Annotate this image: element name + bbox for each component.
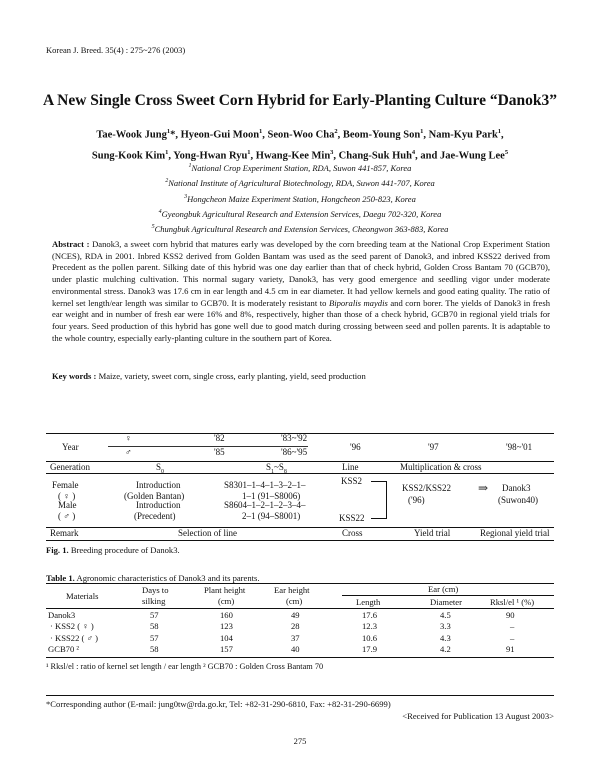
fig1-intro-male: Introduction (136, 500, 181, 510)
corresponding-author: *Corresponding author (E-mail: jung0tw@rda.go.kr, Tel: +82-31-290-6810, Fax: +82-31-290-6699) (46, 699, 391, 709)
fig1-year-86-95: '86~'95 (281, 447, 308, 457)
fig1-remark-selection: Selection of line (178, 528, 237, 538)
table1-bottom-rule (46, 657, 554, 658)
affiliation (0, 191, 600, 206)
fig1-gen-s1-s8 (266, 462, 287, 475)
fig1-pedigree-male-2: 2–1 (94–S8001) (242, 511, 301, 521)
table1-cell-name: Danok3 (48, 610, 76, 620)
affiliation-sup: 3 (184, 193, 188, 200)
author-sep: , (501, 129, 504, 141)
author-sup: 1 (259, 128, 263, 135)
affiliation-text: Chungbuk Agricultural Research and Extension Services, Cheongwon 363-883, Korea (154, 224, 449, 235)
author: Sung-Kook Kim (91, 150, 166, 161)
fig1-gen-s1-sub: 1 (271, 468, 275, 475)
table1-h-diameter: Diameter (430, 597, 462, 607)
fig1-pedigree-female-1: S8301–1–4–1–3–2–1– (224, 480, 306, 490)
fig1-caption (46, 545, 180, 555)
table1-cell-days: 57 (150, 610, 159, 620)
fig1-male-paren: ( ♂ ) (58, 511, 76, 521)
table1-cell-length: 17.6 (362, 610, 378, 620)
fig1-cross-bracket (371, 481, 387, 519)
fig1-gen-tilde: ~S (274, 462, 284, 472)
table1-h-length: Length (356, 597, 381, 607)
table1-cell-name: · KSS22 ( ♂ ) (50, 633, 98, 643)
table1-h-ear-2: (cm) (286, 596, 303, 606)
fig1-kss2: KSS2 (341, 476, 363, 486)
author-sep: , (250, 150, 256, 161)
author: Chang-Suk Huh (338, 150, 412, 161)
fig1-gen-s1-s: S (266, 462, 272, 472)
table1-cell-ear: 49 (291, 610, 300, 620)
abstract-label: Abstract : (52, 239, 90, 249)
affiliations (0, 160, 600, 237)
fig1-bottom-rule (46, 540, 554, 541)
table1-cell-diameter: 4.5 (440, 610, 451, 620)
table1-cell-days: 58 (150, 621, 159, 631)
table1-cell-plant: 104 (220, 633, 233, 643)
table1-cell-days: 58 (150, 644, 159, 654)
fig1-remark-regional: Regional yield trial (480, 528, 550, 538)
fig1-intro-male-src: (Precedent) (134, 511, 176, 521)
fig1-year-85: '85 (214, 447, 225, 457)
fig1-female-paren: ( ♀ ) (58, 491, 76, 501)
abstract-text-2: and corn borer. The yields of Danok3 in fresh ear weight and in number of fresh ear were 16% and 8%, respectively, higher than those of a check hybrid, GCB70 in regional yield trials for four years. Seed production of this hybrid has gone well due to good match during crossing between seed and pollen parents. It is adaptable to the whole country, especially early-planting culture in the southern part of Korea. (52, 297, 550, 343)
fig1-intro-female: Introduction (136, 480, 181, 490)
table1-cell-length: 10.6 (362, 633, 378, 643)
table1-cell-rksl: 90 (506, 610, 515, 620)
fig1-danok3-code: (Suwon40) (498, 495, 538, 505)
author-sup: 1 (247, 148, 251, 156)
affiliation (0, 221, 600, 236)
fig1-gen-line: Line (342, 462, 359, 472)
author: Nam-Kyu Park (428, 129, 498, 141)
table1-cell-rksl: – (510, 633, 515, 643)
author-sup: 3 (330, 148, 334, 156)
table1-header-rule (46, 608, 554, 609)
fig1-cross-year: ('96) (408, 495, 425, 505)
fig1-female-label: Female (52, 480, 79, 490)
table1-cell-diameter: 3.3 (440, 621, 451, 631)
table1-cell-name: · KSS2 ( ♀ ) (50, 621, 94, 631)
table1-cell-rksl: – (510, 621, 515, 631)
fig1-generation-rule (46, 473, 554, 474)
fig1-year-82: '82 (214, 433, 225, 443)
author-sup: 2 (334, 128, 338, 135)
fig1-remark-label: Remark (50, 528, 79, 538)
affiliation-text: Gyeongbuk Agricultural Research and Extension Services, Daegu 702-320, Korea (161, 208, 442, 219)
footnote-rule (46, 695, 554, 696)
fig1-year-label: Year (62, 442, 79, 452)
table1-cell-rksl: 91 (506, 644, 515, 654)
fig1-caption-text: Breeding procedure of Danok3. (68, 545, 180, 555)
fig1-remark-yield: Yield trial (414, 528, 451, 538)
author-sup: 4 (411, 148, 416, 156)
table1-cell-name: GCB70 ² (48, 644, 79, 654)
fig1-remark-cross: Cross (342, 528, 363, 538)
abstract-text-1: Danok3, a sweet corn hybrid that matures early was developed by the corn breeding team at the National Crop Experiment Station (NCES), RDA in 2001. Inbred KSS2 derived from Golden Bantam was used as the seed parent of Danok3, and inbred KSS22 derived from Precedent as the pollen parent. Silking date of this hybrid was one day earlier than that of check hybrid, Golden Cross Bantam 70 (GCB70), under plastic mulching cultivation. This normal sugary variety, Danok3, has very good emergence and seedling vigor under moderate environmental stress. Danok3 was 17.6 cm in ear length and 4.5 cm in ear diameter. It had yellow kernels and good eating quality. The ratio of kernel set length/ear length was similar to GCB70. It is moderately resistant to (52, 239, 550, 308)
affiliation-text: National Institute of Agricultural Biotechnology, RDA, Suwon 441-707, Korea (168, 178, 435, 189)
fig1-generation-label: Generation (50, 462, 90, 472)
fig1-arrow-icon: ⇒ (478, 481, 489, 495)
table1-cell-plant: 157 (220, 644, 233, 654)
affiliation-text: National Crop Experiment Station, RDA, Suwon 441-857, Korea (191, 162, 412, 173)
affiliation (0, 206, 600, 221)
table1-h-days-1: Days to (142, 585, 169, 595)
keywords (52, 371, 366, 381)
fig1-pedigree-male-1: S8604–1–2–1–2–3–4– (224, 500, 306, 510)
table1-h-rksl: Rksl/el ¹ (%) (490, 597, 535, 607)
table1-cell-length: 12.3 (362, 621, 378, 631)
table1-caption (46, 573, 260, 583)
fig1-pedigree-female-2: 1–1 (91–S8006) (242, 491, 301, 501)
fig1-gen-s0-sub: 0 (161, 468, 165, 475)
author-sup: 1 (497, 128, 502, 135)
fig1-year-96: '96 (350, 442, 361, 452)
author-sep: , (423, 129, 429, 141)
table1-cell-ear: 37 (291, 633, 300, 643)
table1-h-ear-1: Ear height (274, 585, 310, 595)
author-sup: 1 (166, 128, 171, 135)
author-sup: 1 (165, 148, 169, 156)
author-list (0, 123, 600, 164)
fig1-year-97: '97 (428, 442, 439, 452)
author: Seon-Woo Cha (267, 129, 335, 141)
table1-cell-ear: 40 (291, 644, 300, 654)
table1-footnote: ¹ Rksl/el : ratio of kernel set length / ear length ² GCB70 : Golden Cross Bantam 70 (46, 662, 324, 671)
table1-cell-plant: 123 (220, 621, 233, 631)
table1-cell-ear: 28 (291, 621, 300, 631)
affiliation (0, 160, 600, 175)
journal-citation: Korean J. Breed. 35(4) : 275~276 (2003) (46, 45, 186, 55)
fig1-year-83-92: '83~'92 (281, 433, 308, 443)
author-sep: , (337, 129, 343, 141)
author-sep: , (333, 150, 339, 161)
page-number: 275 (293, 736, 307, 746)
fig1-year-98-01: '98~'01 (506, 442, 533, 452)
fig1-kss22: KSS22 (339, 513, 365, 523)
author-sep: , (262, 129, 268, 141)
fig1-male-symbol: ♂ (125, 447, 132, 457)
fig1-caption-label: Fig. 1. (46, 545, 69, 555)
table1-h-plant-1: Plant height (204, 585, 246, 595)
table1-caption-label: Table 1. (46, 573, 75, 583)
table1-h-days-2: silking (142, 596, 166, 606)
keywords-text: Maize, variety, sweet corn, single cross, early planting, yield, seed production (98, 371, 366, 381)
table1-caption-text: Agronomic characteristics of Danok3 and its parents. (74, 573, 260, 583)
fig1-danok3: Danok3 (502, 483, 531, 493)
author-sep: *, (170, 129, 181, 141)
fig1-body-rule (46, 527, 554, 528)
author: Tae-Wook Jung (96, 129, 167, 141)
table1-ear-subrule (342, 595, 554, 596)
fig1-gen-mult: Multiplication & cross (400, 462, 482, 472)
fig1-female-symbol: ♀ (125, 433, 132, 443)
affiliation (0, 175, 600, 190)
table1-h-plant-2: (cm) (218, 596, 235, 606)
affiliation-sup: 2 (165, 178, 169, 185)
author: Beom-Young Son (342, 129, 421, 141)
fig1-year-split-rule (108, 446, 308, 447)
fig1-gen-s0 (156, 462, 164, 475)
keywords-label: Key words : (52, 371, 97, 381)
fig1-gen-s0-s: S (156, 462, 162, 472)
table1-h-materials: Materials (66, 591, 99, 601)
fig1-male-label: Male (58, 500, 77, 510)
author-sep: , (168, 150, 174, 161)
affiliation-sup: 1 (188, 163, 192, 169)
fig1-intro-female-src: (Golden Bantan) (124, 491, 185, 501)
table1-cell-diameter: 4.3 (440, 633, 451, 643)
table1-h-ear-cm: Ear (cm) (428, 584, 459, 594)
fig1-cross-name: KSS2/KSS22 (402, 483, 452, 493)
table1-cell-diameter: 4.2 (440, 644, 451, 654)
author-sup: 1 (420, 128, 424, 135)
author: Jae-Wung Lee (439, 150, 505, 161)
author: Hwang-Kee Min (255, 150, 331, 161)
affiliation-sup: 5 (151, 224, 155, 231)
table1-cell-plant: 160 (220, 610, 233, 620)
affiliation-text: Hongcheon Maize Experiment Station, Hongcheon 250-823, Korea (187, 193, 416, 204)
abstract-italic-species: Biporalis maydis (328, 297, 388, 308)
fig1-breeding-procedure (46, 433, 554, 540)
received-date: <Received for Publication 13 August 2003> (402, 711, 554, 721)
author-sep: , and (415, 150, 440, 161)
author-line-1 (0, 123, 600, 144)
author: Hyeon-Gui Moon (180, 129, 260, 141)
fig1-gen-s8-sub: 8 (283, 468, 287, 475)
affiliation-sup: 4 (158, 208, 162, 215)
paper-title: A New Single Cross Sweet Corn Hybrid for Early-Planting Culture “Danok3” (42, 92, 558, 109)
author: Yong-Hwan Ryu (173, 150, 248, 161)
abstract (52, 239, 550, 344)
table1-agronomic (46, 583, 554, 657)
table1-cell-days: 57 (150, 633, 159, 643)
author-sup: 5 (504, 148, 509, 156)
table1-cell-length: 17.9 (362, 644, 378, 654)
table1-top-rule (46, 583, 554, 584)
